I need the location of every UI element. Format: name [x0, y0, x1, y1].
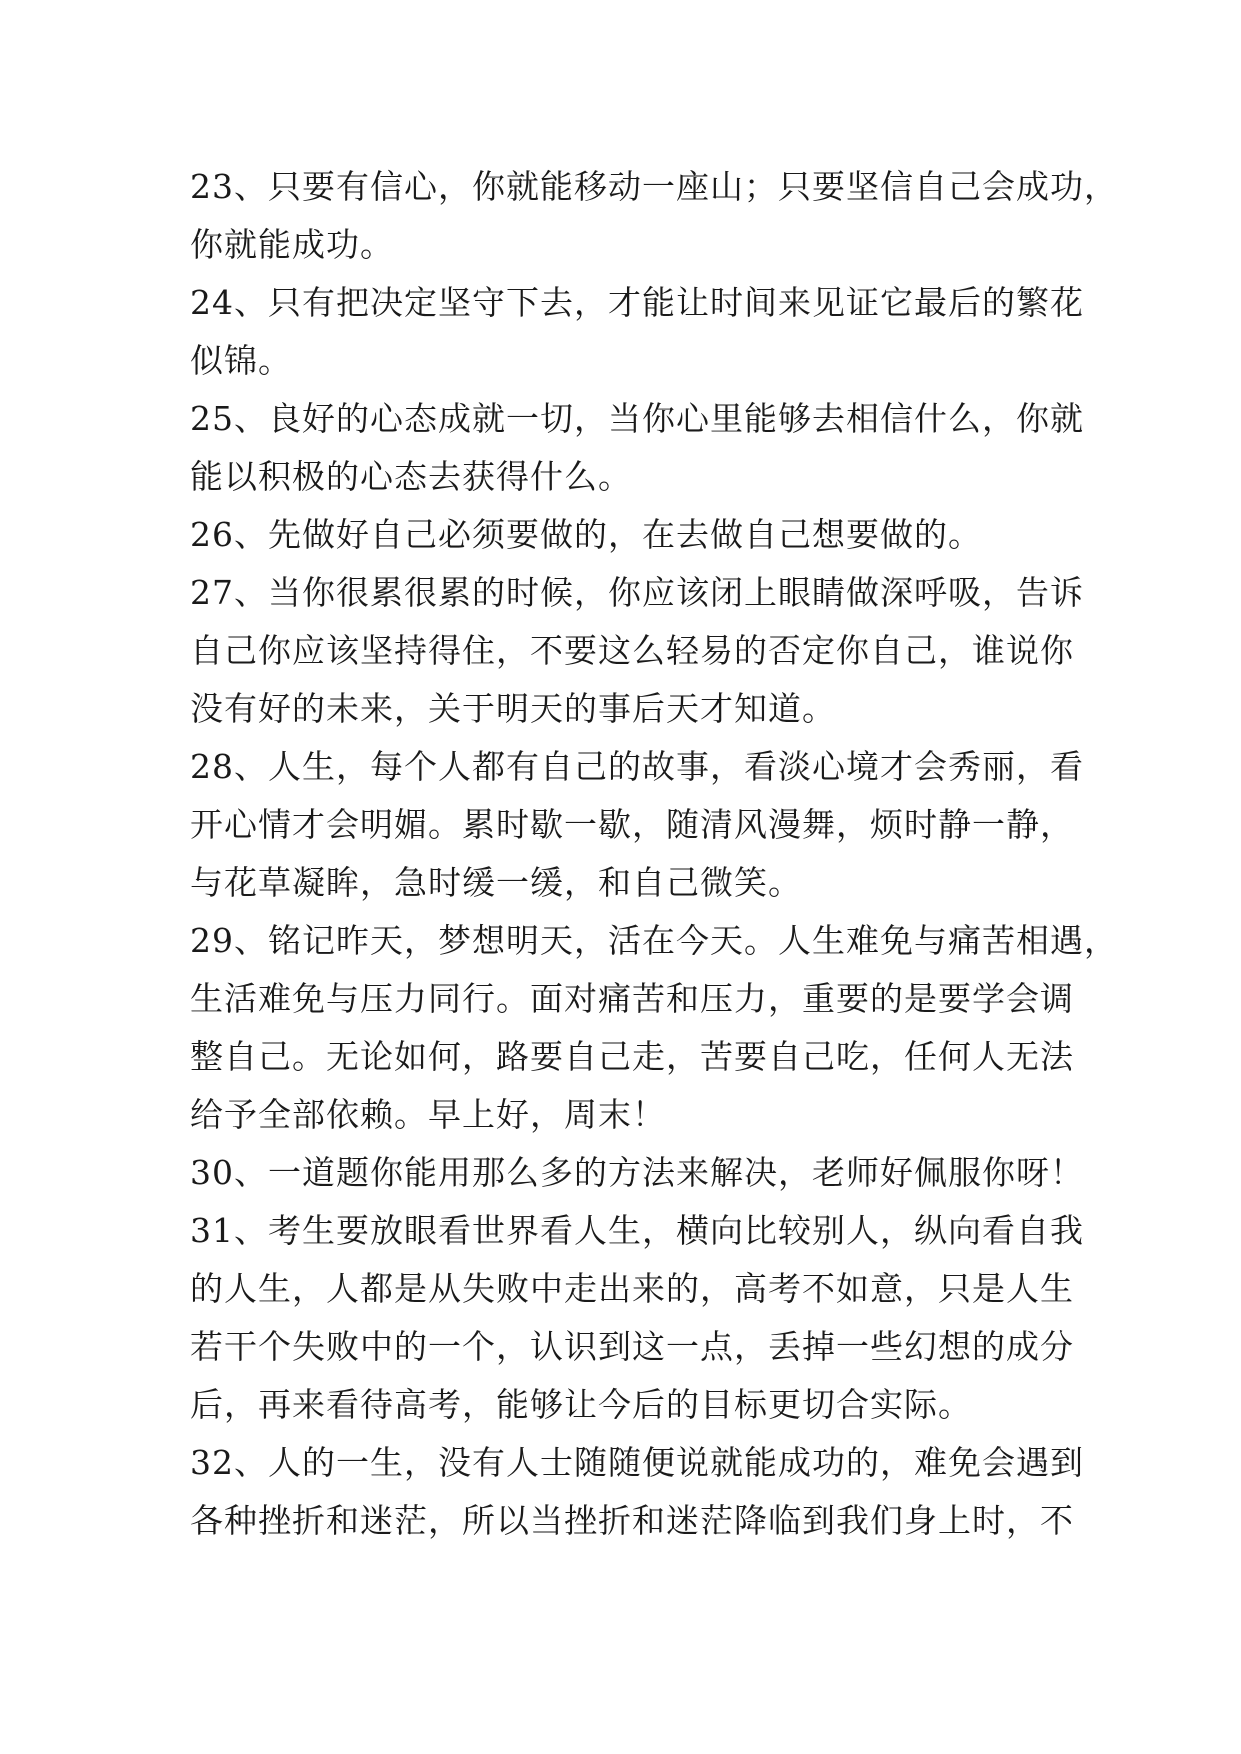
paragraph-28	[190, 738, 1084, 912]
paragraph-line: 27、当你很累很累的时候，你应该闭上眼睛做深呼吸，告诉	[190, 573, 1084, 612]
paragraph-line: 各种挫折和迷茫，所以当挫折和迷茫降临到我们身上时，不	[190, 1501, 1074, 1540]
paragraph-31	[190, 1202, 1084, 1434]
paragraph-line: 与花草凝眸，急时缓一缓，和自己微笑。	[190, 863, 802, 902]
paragraph-line: 32、人的一生，没有人士随随便说就能成功的，难免会遇到	[190, 1443, 1084, 1482]
paragraph-line: 开心情才会明媚。累时歇一歇，随清风漫舞，烦时静一静，	[190, 805, 1074, 844]
paragraph-line: 31、考生要放眼看世界看人生，横向比较别人，纵向看自我	[190, 1211, 1084, 1250]
paragraph-line: 23、只要有信心，你就能移动一座山；只要坚信自己会成功，	[190, 167, 1118, 206]
paragraph-line: 能以积极的心态去获得什么。	[190, 457, 632, 496]
paragraph-line: 24、只有把决定坚守下去，才能让时间来见证它最后的繁花	[190, 283, 1084, 322]
paragraph-line: 的人生，人都是从失败中走出来的，高考不如意，只是人生	[190, 1269, 1074, 1308]
paragraph-line: 28、人生，每个人都有自己的故事，看淡心境才会秀丽，看	[190, 747, 1084, 786]
paragraph-line: 26、先做好自己必须要做的，在去做自己想要做的。	[190, 515, 982, 554]
paragraph-23	[190, 158, 1118, 274]
paragraph-line: 若干个失败中的一个，认识到这一点，丢掉一些幻想的成分	[190, 1327, 1074, 1366]
paragraph-line: 后，再来看待高考，能够让今后的目标更切合实际。	[190, 1385, 972, 1424]
paragraph-27	[190, 564, 1084, 738]
paragraph-line: 你就能成功。	[190, 225, 394, 264]
paragraph-line: 29、铭记昨天，梦想明天，活在今天。人生难免与痛苦相遇，	[190, 921, 1118, 960]
paragraph-line: 给予全部依赖。早上好，周末！	[190, 1095, 666, 1134]
paragraph-line: 25、良好的心态成就一切，当你心里能够去相信什么，你就	[190, 399, 1084, 438]
paragraph-line: 没有好的未来，关于明天的事后天才知道。	[190, 689, 836, 728]
paragraph-line: 似锦。	[190, 341, 292, 380]
paragraph-29	[190, 912, 1118, 1144]
paragraph-line: 整自己。无论如何，路要自己走，苦要自己吃，任何人无法	[190, 1037, 1074, 1076]
paragraph-25	[190, 390, 1084, 506]
paragraph-line: 自己你应该坚持得住，不要这么轻易的否定你自己，谁说你	[190, 631, 1074, 670]
paragraph-30	[190, 1144, 1084, 1202]
paragraph-26	[190, 506, 1070, 564]
paragraph-line: 30、一道题你能用那么多的方法来解决，老师好佩服你呀！	[190, 1153, 1084, 1192]
paragraph-line: 生活难免与压力同行。面对痛苦和压力，重要的是要学会调	[190, 979, 1074, 1018]
paragraph-24	[190, 274, 1084, 390]
document-body	[190, 158, 1118, 1550]
paragraph-32	[190, 1434, 1084, 1550]
